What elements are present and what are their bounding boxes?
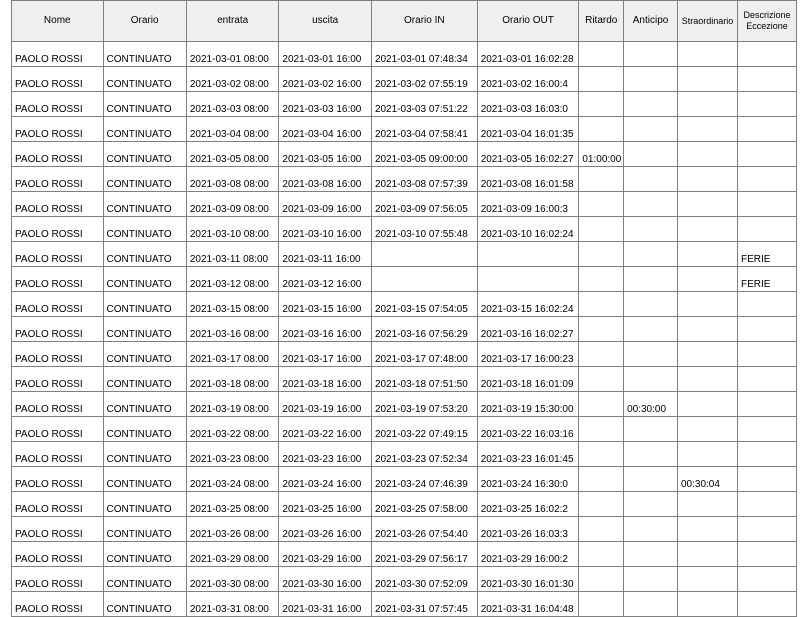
cell-orario-in[interactable]: 2021-03-26 07:54:40 [371,517,477,542]
table-row [12,592,797,617]
cell-orario[interactable]: CONTINUATO [103,317,186,342]
cell-straordinario[interactable] [677,92,737,117]
cell-orario-out[interactable]: 2021-03-19 15:30:00 [477,392,579,417]
cell-uscita[interactable]: 2021-03-11 16:00 [279,242,372,267]
cell-uscita[interactable]: 2021-03-17 16:00 [279,342,372,367]
cell-orario-in[interactable]: 2021-03-24 07:46:39 [371,467,477,492]
cell-entrata[interactable]: 2021-03-22 08:00 [186,417,279,442]
header-nome[interactable]: Nome [12,1,104,42]
header-uscita[interactable]: uscita [279,1,372,42]
cell-nome[interactable]: PAOLO ROSSI [12,242,104,267]
cell-anticipo[interactable] [624,242,678,267]
cell-orario-in[interactable]: 2021-03-29 07:56:17 [371,542,477,567]
table-row [12,467,797,492]
header-row [12,1,797,42]
cell-anticipo[interactable] [624,417,678,442]
cell-orario-in[interactable] [371,267,477,292]
cell-uscita[interactable]: 2021-03-24 16:00 [279,467,372,492]
cell-descrizione-eccezione[interactable] [737,67,796,92]
cell-uscita[interactable]: 2021-03-10 16:00 [279,217,372,242]
cell-nome[interactable]: PAOLO ROSSI [12,492,104,517]
cell-ritardo[interactable] [579,442,624,467]
cell-uscita[interactable]: 2021-03-16 16:00 [279,317,372,342]
cell-descrizione-eccezione[interactable] [737,117,796,142]
cell-entrata[interactable]: 2021-03-29 08:00 [186,542,279,567]
cell-orario-in[interactable]: 2021-03-19 07:53:20 [371,392,477,417]
cell-ritardo[interactable] [579,367,624,392]
cell-orario-out[interactable]: 2021-03-17 16:00:23 [477,342,579,367]
cell-nome[interactable]: PAOLO ROSSI [12,167,104,192]
cell-descrizione-eccezione[interactable] [737,442,796,467]
cell-straordinario[interactable] [677,292,737,317]
cell-anticipo[interactable] [624,67,678,92]
cell-orario-in[interactable]: 2021-03-15 07:54:05 [371,292,477,317]
cell-descrizione-eccezione[interactable] [737,542,796,567]
cell-orario-in[interactable]: 2021-03-16 07:56:29 [371,317,477,342]
cell-orario-out[interactable]: 2021-03-02 16:00:4 [477,67,579,92]
cell-straordinario[interactable] [677,317,737,342]
cell-straordinario[interactable] [677,417,737,442]
cell-orario[interactable]: CONTINUATO [103,92,186,117]
cell-orario-out[interactable]: 2021-03-01 16:02:28 [477,42,579,67]
cell-anticipo[interactable] [624,267,678,292]
table-row [12,67,797,92]
cell-descrizione-eccezione[interactable] [737,517,796,542]
cell-uscita[interactable]: 2021-03-31 16:00 [279,592,372,617]
cell-ritardo[interactable] [579,67,624,92]
cell-orario-in[interactable]: 2021-03-03 07:51:22 [371,92,477,117]
cell-orario-out[interactable]: 2021-03-15 16:02:24 [477,292,579,317]
cell-anticipo[interactable] [624,317,678,342]
cell-orario-out[interactable]: 2021-03-23 16:01:45 [477,442,579,467]
cell-nome[interactable]: PAOLO ROSSI [12,592,104,617]
cell-straordinario[interactable]: 00:30:04 [677,467,737,492]
cell-entrata[interactable]: 2021-03-31 08:00 [186,592,279,617]
cell-descrizione-eccezione[interactable] [737,567,796,592]
cell-anticipo[interactable] [624,342,678,367]
cell-orario-in[interactable]: 2021-03-01 07:48:34 [371,42,477,67]
cell-orario-in[interactable]: 2021-03-17 07:48:00 [371,342,477,367]
cell-orario-out[interactable]: 2021-03-09 16:00:3 [477,192,579,217]
cell-orario[interactable]: CONTINUATO [103,367,186,392]
cell-orario[interactable]: CONTINUATO [103,567,186,592]
cell-orario-out[interactable]: 2021-03-31 16:04:48 [477,592,579,617]
table-row [12,217,797,242]
cell-nome[interactable]: PAOLO ROSSI [12,192,104,217]
cell-nome[interactable]: PAOLO ROSSI [12,67,104,92]
cell-orario-out[interactable]: 2021-03-24 16:30:0 [477,467,579,492]
cell-orario-in[interactable]: 2021-03-18 07:51:50 [371,367,477,392]
table-row [12,167,797,192]
cell-orario[interactable]: CONTINUATO [103,492,186,517]
cell-orario-in[interactable]: 2021-03-30 07:52:09 [371,567,477,592]
cell-anticipo[interactable] [624,117,678,142]
table-row [12,567,797,592]
cell-uscita[interactable]: 2021-03-23 16:00 [279,442,372,467]
cell-anticipo[interactable] [624,192,678,217]
cell-anticipo[interactable] [624,292,678,317]
cell-orario-out[interactable]: 2021-03-10 16:02:24 [477,217,579,242]
cell-descrizione-eccezione[interactable] [737,192,796,217]
table-row [12,417,797,442]
header-orario[interactable]: Orario [103,1,186,42]
cell-ritardo[interactable] [579,292,624,317]
cell-nome[interactable]: PAOLO ROSSI [12,292,104,317]
header-ritardo[interactable]: Ritardo [579,1,624,42]
table-row [12,442,797,467]
cell-ritardo[interactable] [579,467,624,492]
cell-nome[interactable]: PAOLO ROSSI [12,567,104,592]
table-row [12,392,797,417]
cell-orario[interactable]: CONTINUATO [103,517,186,542]
header-anticipo[interactable]: Anticipo [624,1,678,42]
cell-descrizione-eccezione[interactable] [737,492,796,517]
cell-uscita[interactable]: 2021-03-25 16:00 [279,492,372,517]
cell-entrata[interactable]: 2021-03-02 08:00 [186,67,279,92]
cell-orario-out[interactable]: 2021-03-25 16:02:2 [477,492,579,517]
cell-descrizione-eccezione[interactable]: FERIE [737,242,796,267]
cell-nome[interactable]: PAOLO ROSSI [12,467,104,492]
cell-entrata[interactable]: 2021-03-05 08:00 [186,142,279,167]
cell-entrata[interactable]: 2021-03-17 08:00 [186,342,279,367]
table-row [12,517,797,542]
cell-nome[interactable]: PAOLO ROSSI [12,267,104,292]
cell-entrata[interactable]: 2021-03-18 08:00 [186,367,279,392]
cell-nome[interactable]: PAOLO ROSSI [12,42,104,67]
table-row [12,42,797,67]
cell-anticipo[interactable] [624,567,678,592]
cell-anticipo[interactable] [624,367,678,392]
cell-anticipo[interactable] [624,142,678,167]
cell-orario-in[interactable]: 2021-03-05 09:00:00 [371,142,477,167]
cell-straordinario[interactable] [677,117,737,142]
cell-orario[interactable]: CONTINUATO [103,42,186,67]
cell-nome[interactable]: PAOLO ROSSI [12,417,104,442]
cell-entrata[interactable]: 2021-03-10 08:00 [186,217,279,242]
cell-descrizione-eccezione[interactable] [737,392,796,417]
cell-ritardo[interactable] [579,517,624,542]
cell-orario-out[interactable]: 2021-03-05 16:02:27 [477,142,579,167]
cell-ritardo[interactable] [579,167,624,192]
cell-orario[interactable]: CONTINUATO [103,142,186,167]
cell-uscita[interactable]: 2021-03-03 16:00 [279,92,372,117]
cell-ritardo[interactable] [579,217,624,242]
cell-orario-in[interactable]: 2021-03-25 07:58:00 [371,492,477,517]
cell-anticipo[interactable] [624,517,678,542]
cell-ritardo[interactable] [579,417,624,442]
cell-orario-in[interactable] [371,242,477,267]
cell-straordinario[interactable] [677,67,737,92]
table-row [12,192,797,217]
cell-orario-out[interactable]: 2021-03-04 16:01:35 [477,117,579,142]
cell-orario[interactable]: CONTINUATO [103,467,186,492]
cell-straordinario[interactable] [677,267,737,292]
cell-anticipo[interactable] [624,542,678,567]
cell-descrizione-eccezione[interactable] [737,592,796,617]
cell-entrata[interactable]: 2021-03-04 08:00 [186,117,279,142]
cell-orario-out[interactable]: 2021-03-29 16:00:2 [477,542,579,567]
cell-entrata[interactable]: 2021-03-09 08:00 [186,192,279,217]
cell-orario[interactable]: CONTINUATO [103,592,186,617]
cell-anticipo[interactable] [624,492,678,517]
cell-ritardo[interactable] [579,592,624,617]
cell-straordinario[interactable] [677,517,737,542]
cell-nome[interactable]: PAOLO ROSSI [12,317,104,342]
cell-straordinario[interactable] [677,542,737,567]
cell-orario[interactable]: CONTINUATO [103,242,186,267]
cell-orario[interactable]: CONTINUATO [103,117,186,142]
cell-descrizione-eccezione[interactable] [737,467,796,492]
cell-straordinario[interactable] [677,442,737,467]
cell-descrizione-eccezione[interactable] [737,292,796,317]
cell-entrata[interactable]: 2021-03-23 08:00 [186,442,279,467]
table-row [12,117,797,142]
cell-straordinario[interactable] [677,242,737,267]
cell-ritardo[interactable] [579,492,624,517]
cell-orario[interactable]: CONTINUATO [103,267,186,292]
header-orario-in[interactable]: Orario IN [371,1,477,42]
cell-orario[interactable]: CONTINUATO [103,542,186,567]
cell-ritardo[interactable] [579,92,624,117]
cell-ritardo[interactable] [579,42,624,67]
cell-orario-in[interactable]: 2021-03-04 07:58:41 [371,117,477,142]
cell-uscita[interactable]: 2021-03-22 16:00 [279,417,372,442]
cell-straordinario[interactable] [677,42,737,67]
cell-straordinario[interactable] [677,167,737,192]
cell-descrizione-eccezione[interactable] [737,342,796,367]
cell-uscita[interactable]: 2021-03-01 16:00 [279,42,372,67]
cell-entrata[interactable]: 2021-03-08 08:00 [186,167,279,192]
cell-uscita[interactable]: 2021-03-05 16:00 [279,142,372,167]
table-row [12,367,797,392]
cell-nome[interactable]: PAOLO ROSSI [12,142,104,167]
cell-descrizione-eccezione[interactable] [737,92,796,117]
cell-uscita[interactable]: 2021-03-08 16:00 [279,167,372,192]
cell-entrata[interactable]: 2021-03-15 08:00 [186,292,279,317]
cell-uscita[interactable]: 2021-03-15 16:00 [279,292,372,317]
cell-nome[interactable]: PAOLO ROSSI [12,92,104,117]
header-orario-out[interactable]: Orario OUT [477,1,579,42]
cell-uscita[interactable]: 2021-03-09 16:00 [279,192,372,217]
cell-orario-out[interactable]: 2021-03-03 16:03:0 [477,92,579,117]
cell-anticipo[interactable] [624,592,678,617]
cell-straordinario[interactable] [677,367,737,392]
header-straordinario[interactable]: Straordinario [677,1,737,42]
cell-uscita[interactable]: 2021-03-26 16:00 [279,517,372,542]
cell-descrizione-eccezione[interactable] [737,217,796,242]
cell-orario-out[interactable]: 2021-03-30 16:01:30 [477,567,579,592]
cell-straordinario[interactable] [677,592,737,617]
cell-straordinario[interactable] [677,342,737,367]
header-descrizione-eccezione[interactable]: Descrizione Eccezione [737,1,796,42]
cell-nome[interactable]: PAOLO ROSSI [12,517,104,542]
cell-descrizione-eccezione[interactable] [737,167,796,192]
cell-ritardo[interactable] [579,267,624,292]
cell-orario[interactable]: CONTINUATO [103,392,186,417]
cell-nome[interactable]: PAOLO ROSSI [12,117,104,142]
cell-descrizione-eccezione[interactable] [737,42,796,67]
cell-anticipo[interactable] [624,467,678,492]
cell-orario-in[interactable]: 2021-03-02 07:55:19 [371,67,477,92]
cell-uscita[interactable]: 2021-03-18 16:00 [279,367,372,392]
cell-orario-in[interactable]: 2021-03-23 07:52:34 [371,442,477,467]
cell-orario-in[interactable]: 2021-03-10 07:55:48 [371,217,477,242]
cell-orario-out[interactable]: 2021-03-18 16:01:09 [477,367,579,392]
cell-descrizione-eccezione[interactable]: FERIE [737,267,796,292]
cell-orario[interactable]: CONTINUATO [103,417,186,442]
cell-ritardo[interactable] [579,392,624,417]
cell-entrata[interactable]: 2021-03-26 08:00 [186,517,279,542]
cell-entrata[interactable]: 2021-03-30 08:00 [186,567,279,592]
cell-entrata[interactable]: 2021-03-01 08:00 [186,42,279,67]
cell-straordinario[interactable] [677,142,737,167]
cell-ritardo[interactable] [579,242,624,267]
cell-entrata[interactable]: 2021-03-11 08:00 [186,242,279,267]
cell-straordinario[interactable] [677,567,737,592]
table-row [12,142,797,167]
cell-nome[interactable]: PAOLO ROSSI [12,542,104,567]
cell-orario-in[interactable]: 2021-03-22 07:49:15 [371,417,477,442]
table-row [12,92,797,117]
cell-straordinario[interactable] [677,492,737,517]
cell-ritardo[interactable] [579,317,624,342]
cell-nome[interactable]: PAOLO ROSSI [12,367,104,392]
cell-descrizione-eccezione[interactable] [737,142,796,167]
cell-anticipo[interactable] [624,92,678,117]
cell-orario[interactable]: CONTINUATO [103,442,186,467]
cell-orario-in[interactable]: 2021-03-31 07:57:45 [371,592,477,617]
table-row [12,317,797,342]
cell-orario-in[interactable]: 2021-03-09 07:56:05 [371,192,477,217]
cell-ritardo[interactable] [579,192,624,217]
cell-straordinario[interactable] [677,217,737,242]
cell-orario-out[interactable] [477,267,579,292]
cell-orario[interactable]: CONTINUATO [103,217,186,242]
cell-straordinario[interactable] [677,192,737,217]
cell-orario-out[interactable]: 2021-03-16 16:02:27 [477,317,579,342]
table-row [12,267,797,292]
cell-orario[interactable]: CONTINUATO [103,342,186,367]
cell-entrata[interactable]: 2021-03-12 08:00 [186,267,279,292]
cell-entrata[interactable]: 2021-03-16 08:00 [186,317,279,342]
cell-descrizione-eccezione[interactable] [737,317,796,342]
table-row [12,542,797,567]
cell-straordinario[interactable] [677,392,737,417]
table-row [12,292,797,317]
cell-orario-out[interactable]: 2021-03-08 16:01:58 [477,167,579,192]
cell-anticipo[interactable] [624,217,678,242]
cell-nome[interactable]: PAOLO ROSSI [12,217,104,242]
cell-uscita[interactable]: 2021-03-29 16:00 [279,542,372,567]
table-body [12,42,797,617]
cell-uscita[interactable]: 2021-03-19 16:00 [279,392,372,417]
cell-orario[interactable]: CONTINUATO [103,192,186,217]
cell-anticipo[interactable]: 00:30:00 [624,392,678,417]
cell-nome[interactable]: PAOLO ROSSI [12,342,104,367]
table-row [12,342,797,367]
cell-anticipo[interactable] [624,42,678,67]
cell-ritardo[interactable] [579,567,624,592]
cell-orario-out[interactable]: 2021-03-22 16:03:16 [477,417,579,442]
cell-orario[interactable]: CONTINUATO [103,292,186,317]
cell-anticipo[interactable] [624,442,678,467]
cell-ritardo[interactable] [579,542,624,567]
cell-orario-out[interactable] [477,242,579,267]
cell-uscita[interactable]: 2021-03-02 16:00 [279,67,372,92]
cell-uscita[interactable]: 2021-03-12 16:00 [279,267,372,292]
cell-orario-out[interactable]: 2021-03-26 16:03:3 [477,517,579,542]
cell-uscita[interactable]: 2021-03-30 16:00 [279,567,372,592]
cell-ritardo[interactable] [579,117,624,142]
cell-ritardo[interactable]: 01:00:00 [579,142,624,167]
cell-entrata[interactable]: 2021-03-25 08:00 [186,492,279,517]
cell-ritardo[interactable] [579,342,624,367]
cell-orario[interactable]: CONTINUATO [103,167,186,192]
cell-orario-in[interactable]: 2021-03-08 07:57:39 [371,167,477,192]
header-entrata[interactable]: entrata [186,1,279,42]
table-row [12,242,797,267]
cell-orario[interactable]: CONTINUATO [103,67,186,92]
table-row [12,492,797,517]
attendance-table [11,0,797,617]
cell-entrata[interactable]: 2021-03-19 08:00 [186,392,279,417]
cell-descrizione-eccezione[interactable] [737,417,796,442]
cell-nome[interactable]: PAOLO ROSSI [12,392,104,417]
cell-anticipo[interactable] [624,167,678,192]
cell-uscita[interactable]: 2021-03-04 16:00 [279,117,372,142]
cell-nome[interactable]: PAOLO ROSSI [12,442,104,467]
cell-descrizione-eccezione[interactable] [737,367,796,392]
cell-entrata[interactable]: 2021-03-24 08:00 [186,467,279,492]
cell-entrata[interactable]: 2021-03-03 08:00 [186,92,279,117]
